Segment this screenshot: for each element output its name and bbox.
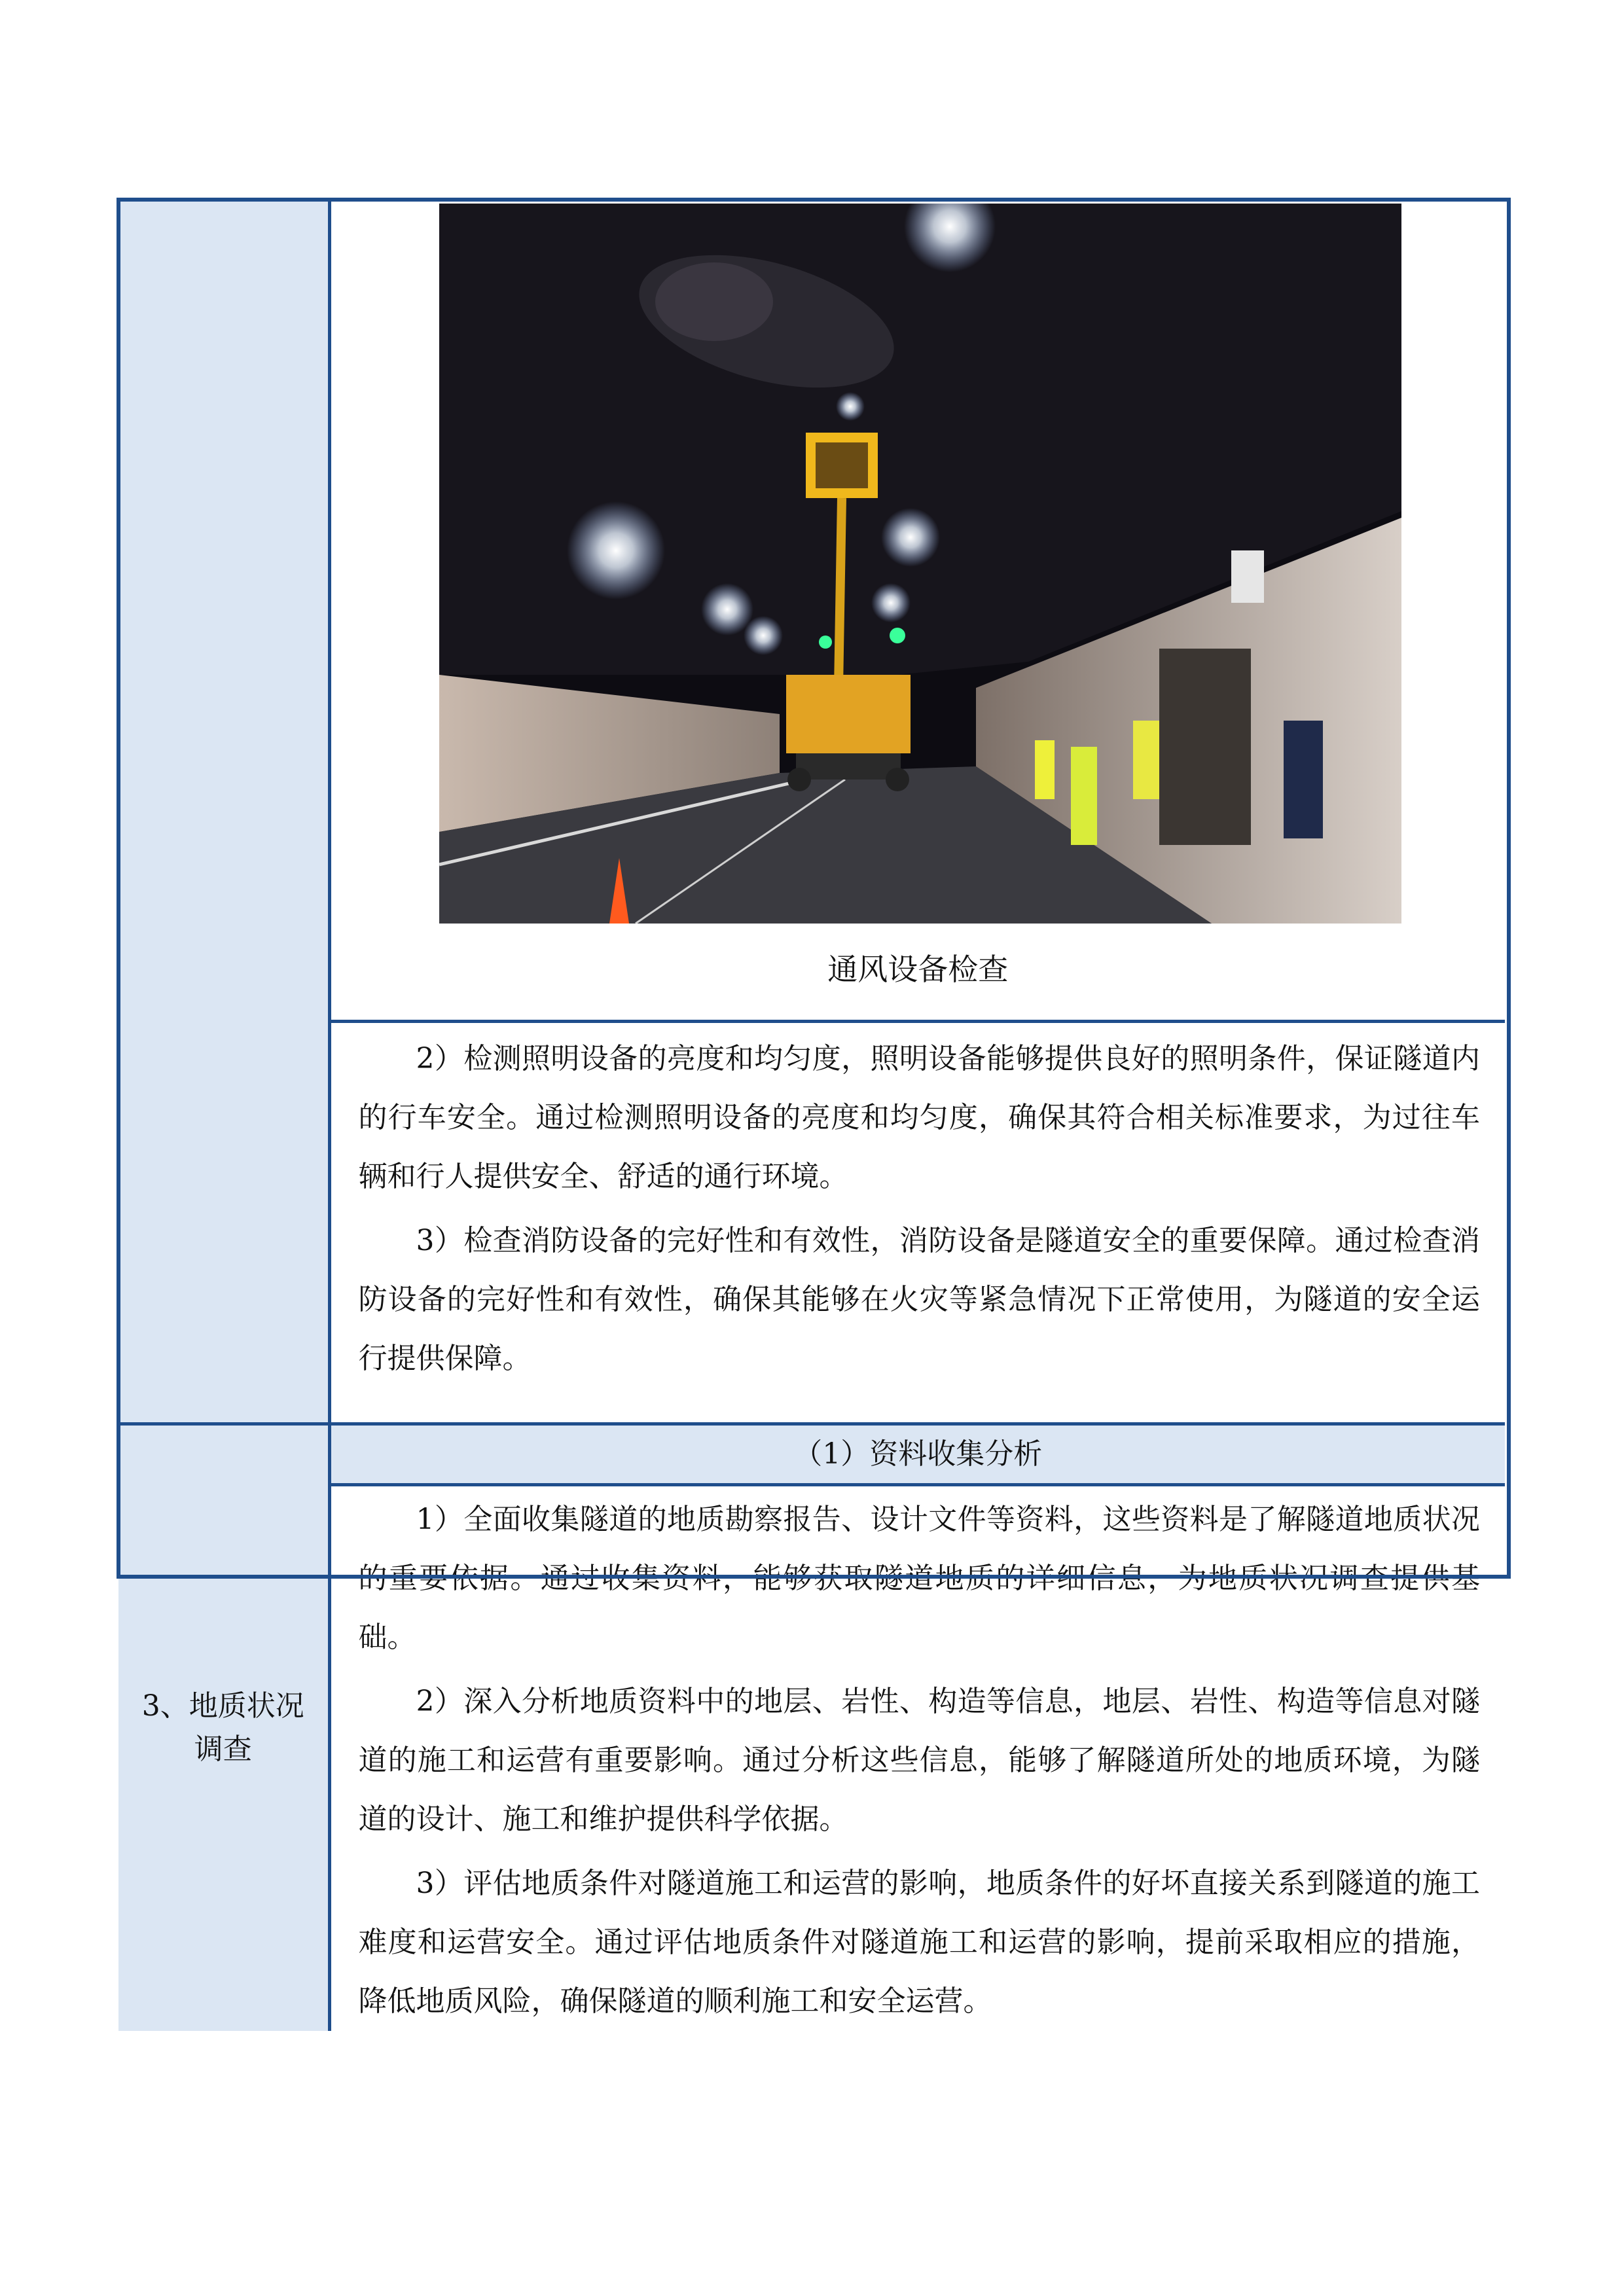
photo-caption: 通风设备检查 (827, 952, 1009, 987)
row1-label-cell (118, 200, 329, 1424)
paragraph-analyze-geology: 2）深入分析地质资料中的地层、岩性、构造等信息，地层、岩性、构造等信息对隧道的施工和运营有重要影响。通过分析这些信息，能够了解隧道所处的地质环境，为隧道的设计、施工和维护提供科学依据。 (358, 1684, 1480, 1836)
sub-header-data-collection: （1）资料收集分析 (331, 1426, 1506, 1486)
content-table (118, 200, 1505, 2031)
photo-cell (329, 200, 1505, 1021)
paragraph-fire-equipment-check: 3）检查消防设备的完好性和有效性，消防设备是隧道安全的重要保障。通过检查消防设备的完好性和有效性，确保其能够在火灾等紧急情况下正常使用，为隧道的安全运行提供保障。 (358, 1223, 1480, 1375)
equipment-check-text-cell (329, 1021, 1505, 1424)
paragraph-evaluate-impact: 3）评估地质条件对隧道施工和运营的影响，地质条件的好坏直接关系到隧道的施工难度和运营安全。通过评估地质条件对隧道施工和运营的影响，提前采取相应的措施，降低地质风险，确保隧道的顺利施工和安全运营。 (358, 1866, 1480, 2018)
tunnel-inspection-photo (439, 204, 1401, 924)
geology-survey-label-cell (118, 1424, 329, 2031)
paragraph-collect-reports: 1）全面收集隧道的地质勘察报告、设计文件等资料，这些资料是了解隧道地质状况的重要依据。通过收集资料，能够获取隧道地质的详细信息，为地质状况调查提供基础。 (358, 1502, 1480, 1654)
section-label-geology-survey: 3、地质状况调查 (141, 1689, 304, 1766)
paragraph-lighting-check: 2）检测照明设备的亮度和均匀度，照明设备能够提供良好的照明条件，保证隧道内的行车安全。通过检测照明设备的亮度和均匀度，确保其符合相关标准要求，为过往车辆和行人提供安全、舒适的通行环境。 (358, 1041, 1480, 1193)
geology-content-cell (329, 1424, 1505, 2031)
